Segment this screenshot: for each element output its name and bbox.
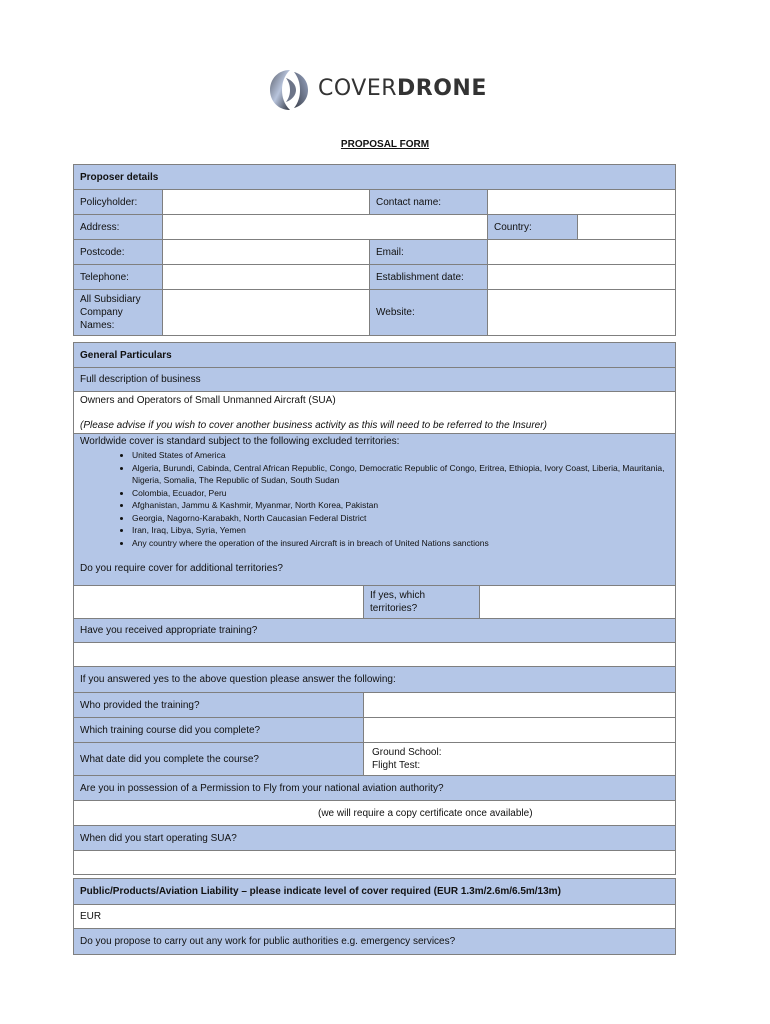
training-answer-field[interactable] [74,643,676,667]
coverdrone-logo [268,67,498,113]
territory-item: • Georgia, Nagorno-Karabakh, North Caucasian Federal District [132,512,669,525]
which-course-field[interactable] [364,718,676,743]
which-territories-line1: If yes, which [370,590,426,601]
country-label: Country: [488,215,578,240]
advise-note: (Please advise if you wish to cover another business activity as this will need to be referred to the Insurer) [80,420,547,431]
country-field[interactable] [578,215,676,240]
excluded-territories-list [80,449,669,549]
additional-territories-answer-field[interactable] [74,586,364,619]
worldwide-cover-intro: Worldwide cover is standard subject to the following excluded territories: [80,436,400,447]
website-label: Website: [370,290,488,336]
contact-name-label: Contact name: [370,190,488,215]
if-answered-yes-label: If you answered yes to the above question please answer the following: [74,667,676,693]
eur-label: EUR [80,911,102,922]
subsidiary-names-field[interactable] [163,290,370,336]
start-operating-field[interactable] [74,851,676,875]
which-territories-field[interactable] [480,586,676,619]
copy-certificate-note: (we will require a copy certificate once available) [318,807,533,819]
form-title: PROPOSAL FORM [340,139,430,150]
email-label: Email: [370,240,488,265]
liability-table [73,878,676,955]
address-field[interactable] [163,215,488,240]
permission-to-fly-answer-field[interactable] [74,801,676,826]
proposer-details-table [73,164,676,336]
who-provided-training-label: Who provided the training? [74,693,364,718]
territory-item: • Colombia, Ecuador, Peru [132,487,669,500]
which-course-label: Which training course did you complete? [74,718,364,743]
training-question: Have you received appropriate training? [74,619,676,643]
course-date-field[interactable] [364,743,676,776]
postcode-label: Postcode: [74,240,163,265]
proposer-details-header: Proposer details [74,165,676,190]
telephone-field[interactable] [163,265,370,290]
postcode-field[interactable] [163,240,370,265]
course-date-label: What date did you complete the course? [74,743,364,776]
which-territories-line2: territories? [370,603,418,614]
policyholder-label: Policyholder: [74,190,163,215]
business-description-field[interactable] [74,392,676,434]
address-label: Address: [74,215,163,240]
subsidiary-names-label [74,290,163,336]
logo-text-drone: DRONE [397,76,487,101]
flight-test-label: Flight Test: [372,760,421,771]
which-territories-label [364,586,480,619]
general-particulars-table [73,342,676,875]
subsidiary-label-line1: All Subsidiary [80,294,141,305]
territory-item: • United States of America [132,449,669,462]
excluded-territories-cell [74,434,676,586]
establishment-date-field[interactable] [488,265,676,290]
logo-text-cover: COVER [318,76,398,101]
telephone-label: Telephone: [74,265,163,290]
logo-mark-icon [268,68,312,112]
ground-school-label: Ground School: [372,747,442,758]
territory-item: • Any country where the operation of the insured Aircraft is in breach of United Nations sanctions [132,537,669,550]
contact-name-field[interactable] [488,190,676,215]
logo-wordmark [318,76,487,101]
territory-item: • Iran, Iraq, Libya, Syria, Yemen [132,524,669,537]
public-authorities-question: Do you propose to carry out any work for public authorities e.g. emergency services? [74,929,676,955]
general-particulars-header: General Particulars [74,343,676,368]
territory-item: • Afghanistan, Jammu & Kashmir, Myanmar, North Korea, Pakistan [132,499,669,512]
email-field[interactable] [488,240,676,265]
full-description-label: Full description of business [74,368,676,392]
subsidiary-label-line3: Names: [80,320,115,331]
start-operating-question: When did you start operating SUA? [74,826,676,851]
establishment-date-label: Establishment date: [370,265,488,290]
additional-territories-question: Do you require cover for additional territories? [80,563,283,574]
policyholder-field[interactable] [163,190,370,215]
business-description-value: Owners and Operators of Small Unmanned Aircraft (SUA) [80,395,336,406]
permission-to-fly-question: Are you in possession of a Permission to Fly from your national aviation authority? [74,776,676,801]
eur-field[interactable] [74,905,676,929]
who-provided-training-field[interactable] [364,693,676,718]
liability-header: Public/Products/Aviation Liability – please indicate level of cover required (EUR 1.3m/2.6m/6.5m/13m) [74,879,676,905]
website-field[interactable] [488,290,676,336]
territory-item: • Algeria, Burundi, Cabinda, Central African Republic, Congo, Democratic Republic of Congo, Eritrea, Ethiopia, Ivory Coast, Liberia, Mauritania, Nigeria, Somalia, The Republic of Sudan, South Sudan [132,462,669,487]
subsidiary-label-line2: Company [80,307,123,318]
